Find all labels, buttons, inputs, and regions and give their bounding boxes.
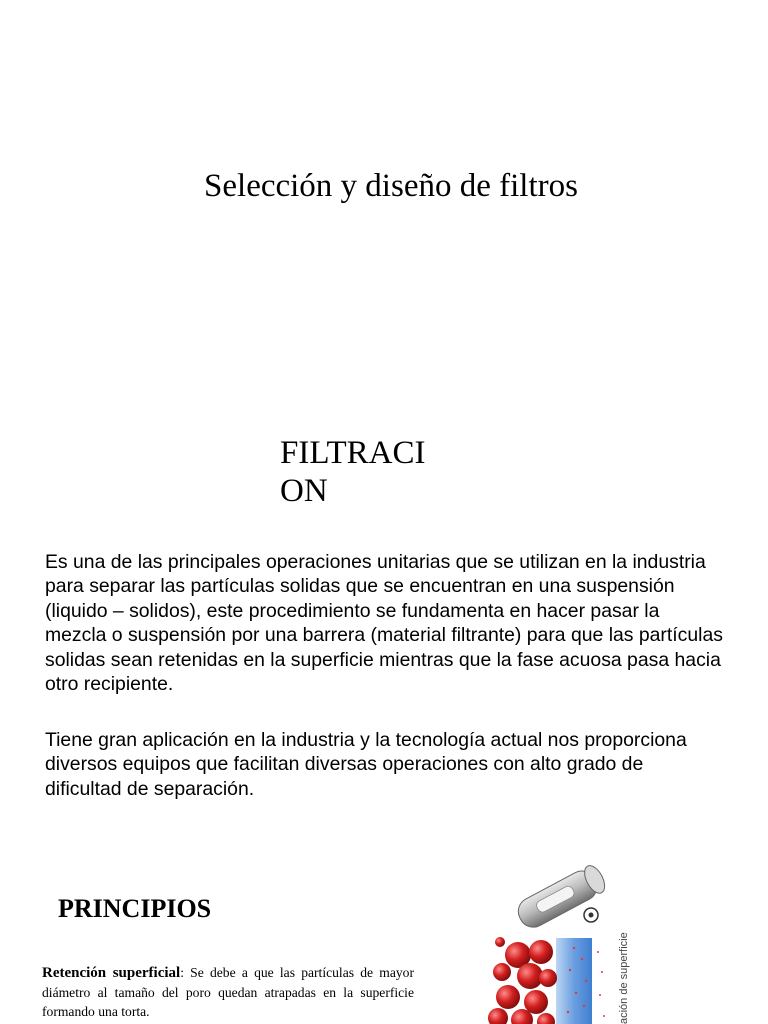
paragraph-application: Tiene gran aplicación en la industria y la tecnología actual nos proporciona diversos equipos que facilitan diversas operaciones con alto grado de dificultad de separación. <box>45 729 687 800</box>
retencion-term: Retención superficial <box>42 965 181 981</box>
section-heading-filtracion <box>280 434 425 510</box>
section-heading-line-2: ON <box>280 473 328 509</box>
page-title: Selección y diseño de filtros <box>204 168 578 204</box>
section-heading-line-1: FILTRACI <box>280 435 426 471</box>
filter-illustration <box>478 860 638 1024</box>
retencion-definition: : Se debe a que las partículas de mayor diámetro al tamaño del poro quedan atrapadas en la superficie formando una torta. <box>42 965 414 1019</box>
paragraph-definition: Es una de las principales operaciones unitarias que se utilizan en la industria para separar las partículas solidas que se encuentran en una suspensión (liquido – solidos), este procedimiento se fundamenta en hacer pasar la mezcla o suspensión por una barrera (material filtrante) para que las partículas solidas sean retenidas en la superficie mientras que la fase acuosa pasa hacia otro recipiente. <box>45 551 723 696</box>
flow-direction-icon <box>584 908 598 922</box>
figure-caption: ación de superficie <box>618 932 630 1024</box>
retained-particles <box>488 937 557 1024</box>
surface-retention-figure <box>478 860 638 1024</box>
principios-heading: PRINCIPIOS <box>58 894 212 923</box>
retencion-superficial-text <box>42 963 414 1021</box>
